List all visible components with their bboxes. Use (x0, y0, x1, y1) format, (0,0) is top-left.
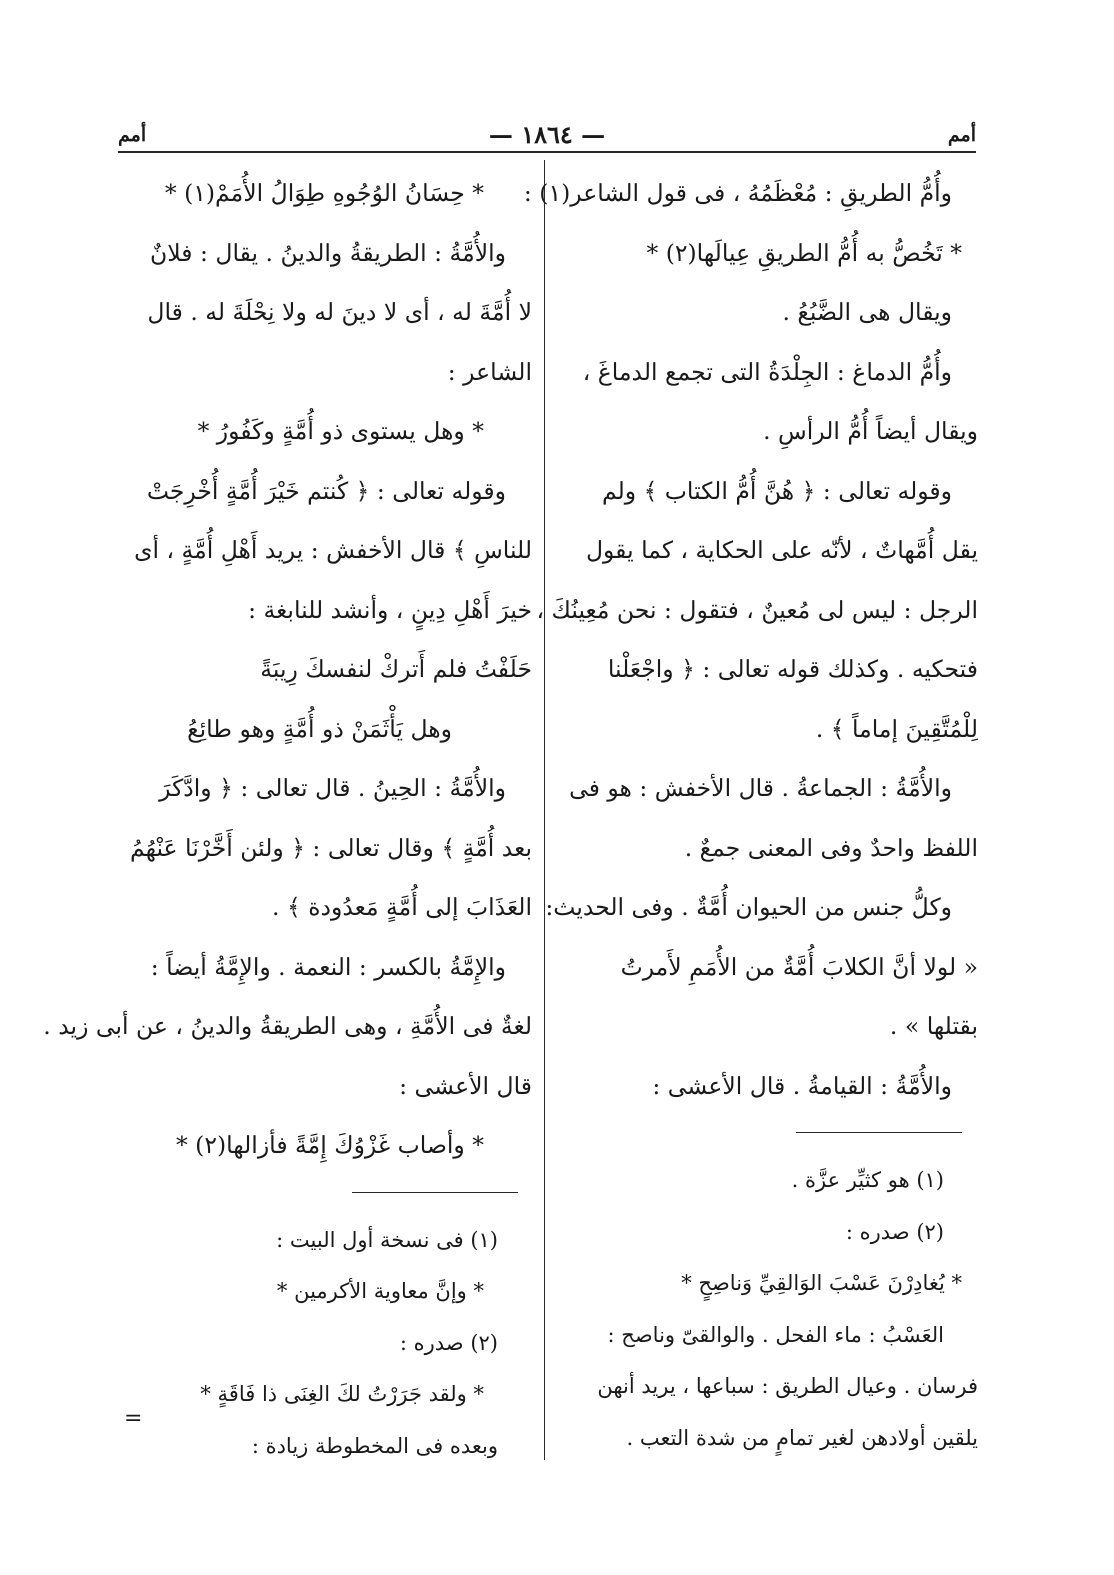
text-line: « لولا أنَّ الكلابَ أُمَّةٌ من الأُمَمِ لأَمرتُ (620, 952, 978, 981)
text-line: الرجل : ليس لى مُعينٌ ، فتقول : نحن مُعِينُكَ ، (536, 595, 978, 624)
text-line: ويقال هى الضَّبُعُ . (782, 298, 952, 326)
text-line: وقوله تعالى : ﴿ هُنَّ أُمُّ الكتاب ﴾ ولم (601, 476, 952, 505)
text-line: وأُمُّ الدماغ : الجِلْدَةُ التى تجمع الدماغَ ، (582, 357, 952, 386)
verse-line: وهل يَأْثَمَنْ ذو أُمَّةٍ وهو طائِعُ (187, 714, 452, 743)
page-header (118, 118, 976, 152)
text-line: الشاعر : (447, 357, 532, 386)
page-number: — ١٨٦٤ — (488, 120, 606, 149)
text-line: والأُمَّةُ : الجماعةُ . قال الأخفش : هو فى (569, 774, 952, 802)
footnote-line: (١) هو كثيِّر عزَّة . (791, 1168, 944, 1192)
text-line: فتحكيه . وكذلك قوله تعالى : ﴿ واجْعَلْنا (607, 655, 978, 683)
text-line: العَذَابَ إلى أُمَّةٍ مَعدُودة ﴾ . (272, 893, 532, 921)
footnote-separator (796, 1132, 962, 1133)
text-line: وقوله تعالى : ﴿ كُنتم خَيْرَ أُمَّةٍ أُخْرِجَتْ (146, 476, 506, 505)
footnote-line: (٢) صدره : (399, 1330, 498, 1355)
text-line: والإِمَّةُ بالكسر : النعمة . والإِمَّةُ أيضاً : (150, 952, 506, 981)
text-line: وأُمُّ الطريقِ : مُعْظَمُهُ ، فى قول الشاعر(١) : (523, 179, 952, 207)
footnote-line: وبعده فى المخطوطة زيادة : (251, 1433, 498, 1458)
verse-line: * ولقد جَرَرْتُ لكَ الغِنَى ذا فَاقَةٍ * (200, 1382, 484, 1406)
continuation-mark: = (124, 1406, 143, 1431)
header-keyword-right: أمم (947, 124, 976, 146)
text-line: خيرَ أَهْلِ دِينٍ ، وأنشد للنابغة : (248, 595, 532, 624)
header-rule (118, 151, 976, 153)
text-line: والأُمَّةُ : القيامةُ . قال الأعشى : (652, 1071, 952, 1100)
column-divider (544, 160, 545, 1460)
text-line: والأُمَّةُ : الطريقةُ والدينُ . يقال : فلانٌ (150, 238, 506, 267)
verse-line: * حِسَانُ الوُجُوهِ طِوَالُ الأُمَمْ(١) * (164, 179, 484, 207)
footnote-line: (١) فى نسخة أول البيت : (276, 1227, 498, 1252)
text-line: اللفظ واحدٌ وفى المعنى جمعٌ . (684, 833, 978, 862)
text-line: يقل أُمَّهاتٌ ، لأنّه على الحكاية ، كما يقول (585, 536, 978, 564)
footnote-line: فرسان . وعيال الطريق : سباعها ، يريد أنهن (597, 1374, 978, 1398)
footnote-line: يلقين أولادهن لغير تمامٍ من شدة التعب . (626, 1425, 978, 1450)
footnotes-left (118, 1215, 532, 1473)
footnote-separator (352, 1192, 518, 1193)
verse-line: * يُغادِرْنَ عَسْبَ الوَالقِيِّ وَناصِحٍ * (681, 1271, 962, 1295)
text-line: ويقال أيضاً أُمُّ الرأسِ . (763, 417, 978, 445)
verse-line: حَلَفْتُ فلم أَتركْ لنفسكَ رِيبَةً (260, 655, 532, 683)
text-line: وكلُّ جنس من الحيوان أُمَّةٌ . وفى الحديث: (545, 893, 952, 921)
verse-line: * وإنَّ معاوية الأكرمين * (276, 1279, 484, 1303)
right-column (523, 164, 978, 1464)
left-column (43, 164, 532, 1472)
verse-line: * وأصاب غَزْوُكَ إِمَّةً فأزالها(٢) * (175, 1131, 484, 1159)
text-line: بقتلها » . (889, 1012, 978, 1040)
text-line: لا أُمَّةَ له ، أى لا دينَ له ولا نِحْلَةَ له . قال (147, 298, 532, 326)
text-line: لغةٌ فى الأُمَّةِ ، وهى الطريقةُ والدينُ ، عن أبى زيد . (43, 1012, 532, 1040)
verse-line: * تَخُصُّ به أُمُّ الطريقِ عِيالَها(٢) * (646, 238, 962, 267)
footnotes-right (556, 1155, 978, 1464)
text-line: للناسِ ﴾ قال الأخفش : يريد أَهْلِ أُمَّةٍ ، أى (134, 536, 532, 564)
header-keyword-left: أمم (118, 124, 147, 146)
text-line: قال الأعشى : (399, 1071, 532, 1100)
verse-line: * وهل يستوى ذو أُمَّةٍ وكَفُورُ * (197, 417, 484, 445)
footnote-line: العَسْبُ : ماء الفحل . والوالقىّ وناصح : (607, 1322, 944, 1347)
text-line: بعد أُمَّةٍ ﴾ وقال تعالى : ﴿ ولئن أَخَّرْنَا عَنْهُمُ (129, 833, 532, 862)
text-line: والأُمَّةُ : الحِينُ . قال تعالى : ﴿ وادَّكَرَ (159, 774, 506, 802)
text-line: لِلْمُتَّقِينَ إماماً ﴾ . (815, 714, 978, 743)
footnote-line: (٢) صدره : (845, 1219, 944, 1244)
